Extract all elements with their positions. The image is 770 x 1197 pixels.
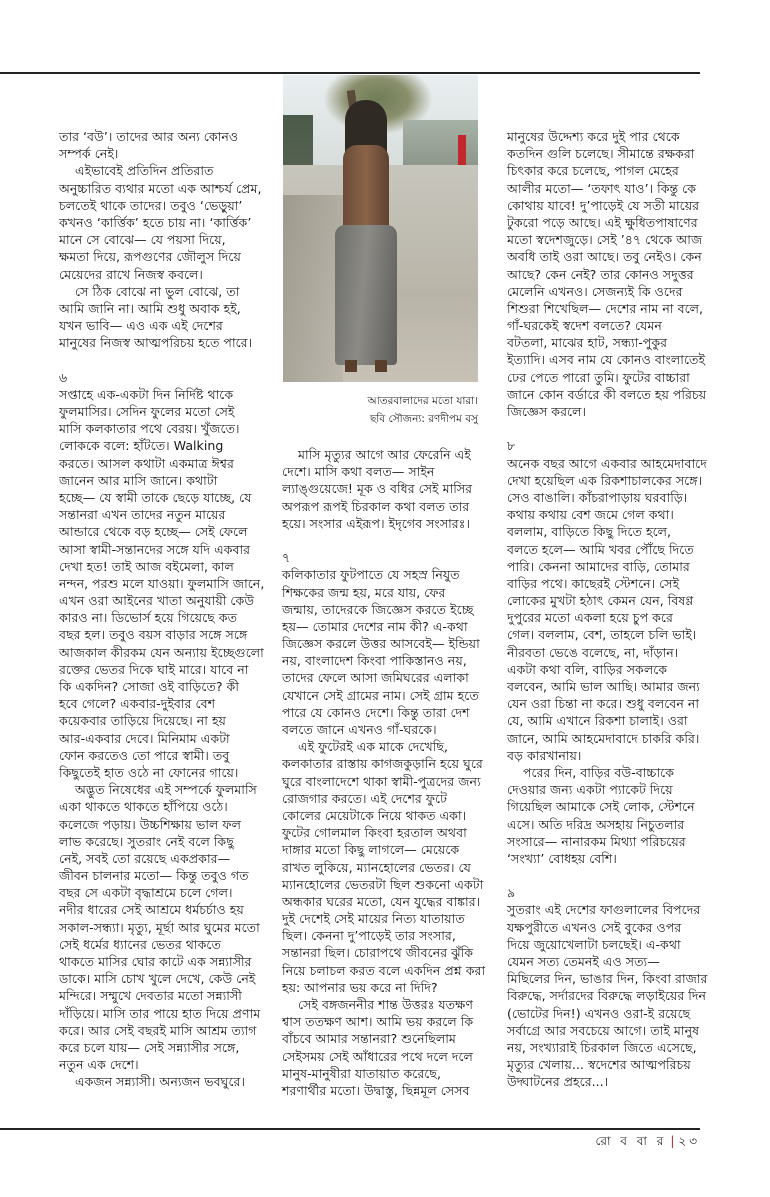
text-line: নীরবতা ভেঙে বলেছে, না, দাঁড়ান। xyxy=(507,644,679,660)
text-line: বটতলা, মাঝের হাট, সন্ধ্যা-পুকুর xyxy=(507,335,668,351)
text-line: ছিল। কেননা দু’পাড়েই তার সংসার, xyxy=(282,928,456,944)
text-line: রক্তের ভেতর দিকে ঘাই মারে। যাবে না xyxy=(59,661,249,677)
text-line: হচ্ছে— যে স্বামী তাকে ছেড়ে যাচ্ছে, যে xyxy=(59,489,252,505)
text-line: ক্ষমতা দিয়ে, রূপগুণের জৌলুস দিয়ে xyxy=(59,249,241,265)
text-line: মানে সে বোঝে— যে পয়সা দিয়ে, xyxy=(59,232,226,248)
paragraph xyxy=(507,901,708,1090)
text-line: ম্যানহোলের ভেতরটা ছিল শুকনো একটা xyxy=(282,876,484,892)
text-line: ডাকে। মাসি চোখ খুলে দেখে, কেউ নেই xyxy=(59,971,256,987)
text-line: কলকাতার রাস্তায় কাগজকুড়ানি হয়ে ঘুরে xyxy=(282,756,483,772)
text-line: হয়ে। সংসার এইরূপ। ইদৃগেব সংসারঃ। xyxy=(282,515,470,531)
text-line: পারে যে কোনও দেশে। কিন্তু তারা দেশ xyxy=(282,704,470,720)
paragraph xyxy=(59,283,264,352)
text-line: জানে কোন বর্ডারে কী বলতে হয় পরিচয় xyxy=(507,386,707,402)
section-number: ৮ xyxy=(507,438,516,454)
text-line: বলতে হলে— আমি খবর পৌঁছে দিতে xyxy=(507,541,694,557)
text-line: অনুচ্চারিত ব্যথার মতো এক আশ্চর্য প্রেম, xyxy=(59,180,262,196)
paragraph xyxy=(59,781,264,1073)
text-line: বছর সে একটা বৃদ্ধাশ্রমে চলে গেল। xyxy=(59,885,233,901)
text-line: কোলের মেয়েটাকে নিয়ে থাকত একা। xyxy=(282,807,467,823)
text-line: সম্পর্ক নেই। xyxy=(59,146,119,162)
text-line: সে ঠিক বোঝে না ভুল বোঝে, তা xyxy=(75,283,240,299)
text-line: সেইসময় সেই আঁধারের পথে দলে দলে xyxy=(282,1048,473,1064)
text-line: বড় কারখানায়। xyxy=(507,747,582,763)
magazine-name: রো ব বা র xyxy=(595,1134,667,1148)
article-column-2 xyxy=(282,446,486,1099)
text-line: আমি জানি না। আমি শুধু অবাক হই, xyxy=(59,300,241,316)
text-line: মাসি কলকাতার পথে বেরয়। খুঁজতে। xyxy=(59,421,240,437)
text-line: লোককে বলে: হাঁটতে। Walking xyxy=(59,438,224,454)
text-line: যেন ওরা চিন্তা না করে। শুধু বলবেন না xyxy=(507,696,700,712)
text-line: অদ্ভুত নিষেধের এই সম্পর্কে ফুলমাসি xyxy=(75,782,257,798)
text-line: বললাম, বাড়িতে কিছু দিতে হলে, xyxy=(507,524,672,540)
page-number: ২৩ xyxy=(678,1134,700,1148)
text-line: ইত্যাদি। এসব নাম যে কোনও বাংলাতেই xyxy=(507,352,706,368)
text-line: নয়, বাংলাদেশ কিংবা পাকিস্তানও নয়, xyxy=(282,653,467,669)
text-line: নেই, সবই তো রয়েছে একপ্রকার— xyxy=(59,850,231,866)
text-line: ফোন করতেও তো পারে স্বামী। তবু xyxy=(59,747,230,763)
text-line: লোকের মুখটা হঠাৎ কেমন যেন, বিষণ্ণ xyxy=(507,593,694,609)
text-line: জন্মায়, তাদেরকে জিজ্ঞেস করতে ইচ্ছে xyxy=(282,601,474,617)
text-line: সপ্তাহে এক-একটা দিন নির্দিষ্ট থাকে xyxy=(59,386,234,402)
text-line: যখন ভাবি— এও এক এই দেশের xyxy=(59,318,223,334)
article-column-3 xyxy=(507,128,708,1091)
paragraph-spacer xyxy=(507,867,703,884)
paragraph xyxy=(282,738,486,996)
text-line: জানেন আর মাসি জানে। কথাটা xyxy=(59,472,218,488)
text-line: ‘সংখ্যা’ বোধহয় বেশি। xyxy=(507,850,617,866)
page-footer xyxy=(596,1133,701,1153)
text-line: উদ্ঘাটনের প্রহরে...। xyxy=(507,1074,609,1090)
text-line: দুই দেশেই সেই মায়ের নিত্য যাতায়াত xyxy=(282,911,465,927)
text-line: মানুষের নিজস্ব আত্মপরিচয় হতে পারে। xyxy=(59,335,253,351)
text-line: রোজগার করতে। এই দেশের ফুটে xyxy=(282,790,447,806)
text-line: বছর হল। তবুও বয়স বাড়ার সঙ্গে সঙ্গে xyxy=(59,627,248,643)
text-line: এসে। অতি দরিদ্র অসহায় নিচুতলার xyxy=(507,816,685,832)
text-line: থাকতে মাসির ঘোর কাটে এক সন্ন্যাসীর xyxy=(59,954,252,969)
article-column-1 xyxy=(59,128,264,1091)
text-line: হয়— তোমার দেশের নাম কী? এ-কথা xyxy=(282,618,468,634)
photo-credit: ছবি সৌজন্য: রণদীপম বসু xyxy=(369,413,478,425)
text-line: সংসারে— নানারকম মিথ্যা পরিচয়ের xyxy=(507,833,686,849)
text-line: এইভাবেই প্রতিদিন প্রতিরাত xyxy=(75,163,214,179)
text-line: লাভ করেছে। সুতরাং নেই বলে কিছু xyxy=(59,833,234,849)
section-number: ৭ xyxy=(282,550,291,566)
text-line: সকাল-সন্ধ্যা। মৃত্যু, মূর্ছা আর ঘুমের মতো xyxy=(59,919,260,935)
section-number: ৬ xyxy=(59,369,68,385)
paragraph-spacer xyxy=(59,351,264,368)
text-line: দেখা হয়েছিল এক রিকশাচালকের সঙ্গে। xyxy=(507,472,703,488)
text-line: সন্তানরা এখন তাদের নতুন মায়ের xyxy=(59,507,226,523)
text-line: কি একদিন? সোজা ওই বাড়িতে? কী xyxy=(59,679,239,694)
text-line: কোথায় যাবে! দু’পাড়েই যে সতী মায়ের xyxy=(507,197,700,213)
text-line: কথায় কথায় বেশ জমে গেল কথা। xyxy=(507,507,674,523)
text-line: নতুন এক দেশে। xyxy=(59,1057,139,1073)
text-line: একজন সন্ন্যাসী। অন্যজন ভবঘুরে। xyxy=(75,1074,245,1090)
text-line: ফুলমাসির। সেদিন ফুলের মতো সেই xyxy=(59,404,235,419)
text-line: বিরুদ্ধে, সর্দারদের বিরুদ্ধে লড়াইয়ের দিন xyxy=(507,988,706,1004)
text-line: দাঁড়িয়ে। মাসি তার পায়ে হাত দিয়ে প্রণাম xyxy=(59,1005,261,1021)
text-line: মানুষের উদ্দেশ্য করে দুই পার থেকে xyxy=(507,129,680,144)
text-line: মানুষ-মানুষীরা যাতায়াত করেছে, xyxy=(282,1065,441,1081)
text-line: কলিকাতার ফুটপাতে যে সহস্র নিযুত xyxy=(282,567,460,583)
footer-separator: | xyxy=(670,1134,675,1148)
text-line: মেয়েদের রাখে নিজস্ব কবলে। xyxy=(59,266,203,282)
text-line: ফুটের গোলমাল কিংবা হরতাল অথবা xyxy=(282,825,467,841)
text-line: জিজ্ঞেস করলে উত্তর আসবেই— ইন্ডিয়া xyxy=(282,636,480,652)
text-line: কারও না। ডিভোর্স হয়ে গিয়েছে কত xyxy=(59,610,238,626)
text-line: গাঁ-ঘরকেই স্বদেশ বলতে? যেমন xyxy=(507,318,662,334)
paragraph-spacer xyxy=(507,420,703,437)
text-line: করে চলে যায়— সেই সন্ন্যাসীর সঙ্গে, xyxy=(59,1039,240,1055)
paragraph-spacer xyxy=(282,532,479,549)
text-line: জানে, আমি আহমেদাবাদে চাকরি করি। xyxy=(507,730,700,746)
text-line: মতো স্বদেশজুড়ে। সেই ’৪৭ থেকে আজ xyxy=(507,232,703,248)
text-line: আজকাল কীরকম যেন অন্যায় ইচ্ছেগুলো xyxy=(59,644,264,660)
text-line: চিৎকার করে চলেছে, পাগল মেহের xyxy=(507,163,679,179)
text-line: রাখত লুকিয়ে, ম্যানহোলের ভেতর। যে xyxy=(282,859,471,875)
text-line: করে। আর সেই বছরই মাসি আশ্রম ত্যাগ xyxy=(59,1022,257,1038)
text-line: পরের দিন, বাড়ির বউ-বাচ্চাকে xyxy=(523,764,675,780)
text-line: একটা কথা বলি, বাড়ির সকলকে xyxy=(507,661,668,677)
text-line: জীবন চালনার মতো— কিন্তু তবুও গত xyxy=(59,868,249,884)
paragraph xyxy=(59,128,264,162)
text-line: আন্ডারে থেকে বড় হচ্ছে— সেই ফেলে xyxy=(59,524,248,540)
text-line: আলীর মতো— ‘তফাৎ যাও’। কিন্তু কে xyxy=(507,180,697,196)
top-rule xyxy=(0,72,700,74)
text-line: হয়: আপনার ভয় করে না দিদি? xyxy=(282,979,438,995)
text-line: কতদিন গুলি চলেছে। সীমান্তে রক্ষকরা xyxy=(507,146,695,162)
text-line: বাড়ির পথে। কাছেরই স্টেশনে। সেই xyxy=(507,575,680,591)
text-line: শ্বাস ততক্ষণ আশ। আমি ভয় করলে কি xyxy=(282,1014,474,1030)
text-line: টুকরো পড়ে আছে। এই ক্ষুধিতপাষাণের xyxy=(507,214,698,230)
text-line: কয়েকবার তাড়িয়ে দিয়েছে। না হয় xyxy=(59,713,226,729)
text-line: দেওয়ার জন্য একটা প্যাকেট দিয়ে xyxy=(507,782,673,798)
text-line: শিশুরা শিখেছিল— দেশের নাম না বলে, xyxy=(507,300,704,316)
text-line: নিয়ে চলাচল করত বলে একদিন প্রশ্ন করা xyxy=(282,962,486,978)
text-line: আর-একবার দেবে। মিনিমাম একটা xyxy=(59,730,230,746)
paragraph xyxy=(282,446,479,532)
text-line: অপরূপ রূপই চিরকাল কথা বলত তার xyxy=(282,498,470,514)
text-line: গেল। বললাম, বেশ, তাহলে চলি ভাই। xyxy=(507,627,697,643)
text-line: বাঁচবে আমার সন্তানরা? শুনেছিলাম xyxy=(282,1031,456,1047)
bottom-rule xyxy=(0,1128,700,1130)
article-photo xyxy=(283,75,478,382)
paragraph xyxy=(507,764,703,867)
text-line: মাসি মৃত্যুর আগে আর ফেরেনি এই xyxy=(298,447,471,462)
text-line: নয়, সংখ্যারাই চিরকাল জিতে এসেছে, xyxy=(507,1039,697,1055)
paragraph xyxy=(282,996,479,1099)
paragraph xyxy=(59,162,264,282)
text-line: দিয়ে জুয়োখেলাটা চলছেই। এ-কথা xyxy=(507,936,681,952)
text-line: অনেক বছর আগে একবার আহমেদাবাদে xyxy=(507,455,707,471)
text-line: সর্বাগ্রে আর সবচেয়ে আগে। তাই মানুষ xyxy=(507,1022,700,1038)
text-line: জিজ্ঞেস করলে। xyxy=(507,404,586,419)
text-line: মন্দিরে। সম্মুখে দেবতার মতো সন্ন্যাসী xyxy=(59,988,242,1004)
text-line: নদীর ধারের সেই আশ্রমে ধর্মচর্চাও হয় xyxy=(59,902,244,918)
paragraph xyxy=(59,386,264,781)
text-line: শিক্ষকের জন্ম হয়, মরে যায়, ফের xyxy=(282,584,446,600)
text-line: যেখানে সেই গ্রামের নাম। সেই গ্রাম হতে xyxy=(282,687,479,703)
text-line: সেও বাঙালি। কাঁচরাপাড়ায় ঘরবাড়ি। xyxy=(507,489,688,505)
text-line: দুপুরের মতো একলা হয়ে চুপ করে xyxy=(507,610,673,626)
text-line: আসা স্বামী-সন্তানদের সঙ্গে যদি একবার xyxy=(59,541,251,557)
text-line: করতে। আসল কথাটা একমাত্র ঈশ্বর xyxy=(59,455,234,471)
text-line: বলবেন, আমি ভাল আছি। আমার জন্য xyxy=(507,679,700,694)
text-line: তার ‘বউ’। তাদের আর অন্য কোনও xyxy=(59,129,239,144)
text-line: সন্তানরা ছিল। চোরাপথে জীবনের ঝুঁকি xyxy=(282,945,474,961)
text-line: কিছুতেই হাত ওঠে না ফোনের গায়ে। xyxy=(59,764,239,780)
text-line: পারি। কেননা আমাদের বাড়ি, তোমার xyxy=(507,558,690,574)
text-line: (ভোটের দিন!) এখনও ওরা-ই রয়েছে xyxy=(507,1005,691,1021)
text-line: অন্ধকার ঘরের মতো, যেন যুদ্ধের বাঙ্কার। xyxy=(282,893,481,909)
text-line: দেখা হত! তাই আজ বইমেলা, কাল xyxy=(59,558,234,574)
section-number: ৯ xyxy=(507,885,516,901)
text-line: সুতরাং এই দেশের ফাগুলালের বিপদের xyxy=(507,902,701,918)
paragraph xyxy=(507,455,707,764)
caption-text: আতরবালাদের মতো যারা। xyxy=(367,395,478,407)
text-line: মিছিলের দিন, ভাঙার দিন, কিংবা রাজার xyxy=(507,971,708,987)
text-line: যক্ষপুরীতে এখনও সেই বুকের ওপর xyxy=(507,919,682,935)
text-line: অবধি তাই ওরা আছে। তবু নেইও। কেন xyxy=(507,249,702,265)
text-line: ল্যাঙ্গুয়েজে! মূক ও বধির সেই মাসির xyxy=(282,481,473,497)
text-line: দেশে। মাসি কথা বলত— সাইন xyxy=(282,464,435,480)
text-line: চলতেই থাকে তাদের। তবুও ‘ভেড়ুয়া’ xyxy=(59,197,243,213)
text-line: দাঙ্গার মতো কিছু লাগলে— মেয়েকে xyxy=(282,842,460,858)
text-line: নন্দন, পরশু মলে যাওয়া। ফুলমাসি জানে, xyxy=(59,575,265,591)
paragraph xyxy=(59,1073,264,1090)
text-line: বলতে জানে এখনও গাঁ-ঘরকে। xyxy=(282,722,437,737)
text-line: মেলেনি এখনও। সেজন্যই কি ওদের xyxy=(507,283,683,299)
text-line: সেই ধর্মের ধ্যানের ভেতর থাকতে xyxy=(59,936,221,952)
text-line: ঢের পেতে পারো তুমি। ফুটের বাচ্চারা xyxy=(507,369,690,385)
text-line: যেমন সত্য তেমনই এও সত্য— xyxy=(507,954,660,969)
text-line: গিয়েছিল আমাকে সেই লোক, স্টেশনে xyxy=(507,799,695,815)
photo-caption xyxy=(368,392,479,428)
text-line: তাদের ফেলে আসা জমিঘরের এলাকা xyxy=(282,670,469,686)
text-line: কলেজে পড়ায়। উচ্চশিক্ষায় ভাল ফল xyxy=(59,816,241,832)
paragraph xyxy=(507,128,707,420)
text-line: মৃত্যুর খেলায়... স্বদেশের আত্মপরিচয় xyxy=(507,1057,691,1073)
text-line: সেই বঙ্গজননীর শান্ত উত্তরঃ যতক্ষণ xyxy=(298,997,473,1012)
text-line: যে, আমি এখানে রিকশা চালাই। ওরা xyxy=(507,713,688,729)
text-line: এই ফুটেরই এক মাকে দেখেছি, xyxy=(298,739,448,755)
text-line: এখন ওরা আইনের খাতা অনুযায়ী কেউ xyxy=(59,593,255,609)
text-line: একা থাকতে থাকতে হাঁপিয়ে ওঠে। xyxy=(59,799,228,815)
text-line: শরণার্থীর মতো। উদ্বাস্তু, ছিন্নমূল সেসব xyxy=(282,1082,470,1098)
text-line: কখনও ‘কার্ত্তিক’ হতে চায় না। ‘কার্ত্তিক’ xyxy=(59,214,252,230)
text-line: আছে? কেন নেই? তার কোনও সদুত্তর xyxy=(507,266,694,282)
paragraph xyxy=(282,566,479,738)
text-line: ঘুরে বাংলাদেশে থাকা স্বামী-পুত্রদের জন্য xyxy=(282,773,481,789)
text-line: হবে গেলে? একবার-দুইবার বেশ xyxy=(59,696,216,712)
